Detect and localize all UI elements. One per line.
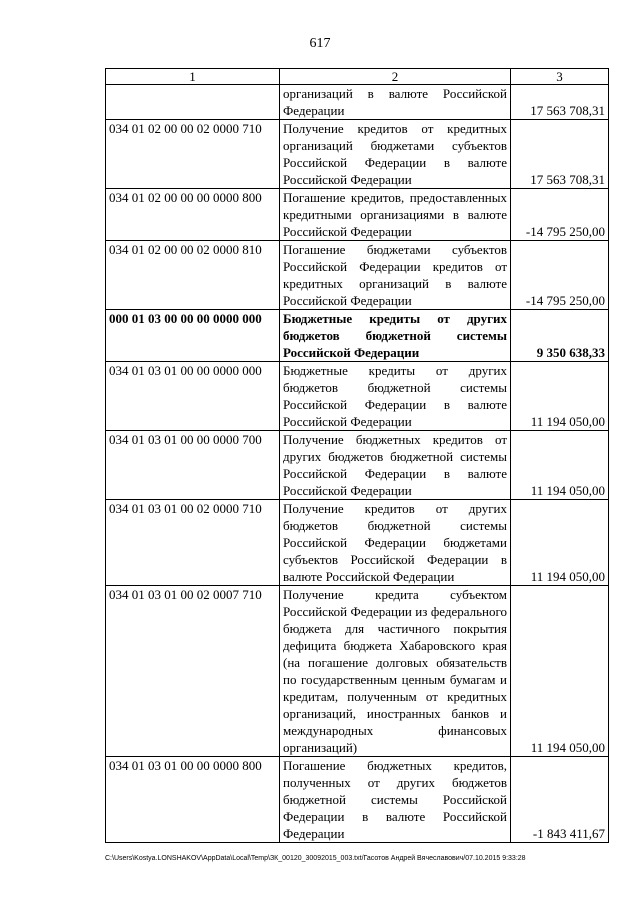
table-row	[106, 362, 609, 431]
table-header-row	[106, 69, 609, 85]
row-description: организаций в валюте Российской Федерации	[280, 85, 511, 120]
row-amount: 11 194 050,00	[511, 431, 609, 500]
row-amount: -14 795 250,00	[511, 189, 609, 241]
row-amount: 11 194 050,00	[511, 586, 609, 757]
row-code: 034 01 03 01 00 00 0000 700	[106, 431, 280, 500]
row-code: 034 01 02 00 00 00 0000 800	[106, 189, 280, 241]
row-amount: 11 194 050,00	[511, 500, 609, 586]
table-row	[106, 120, 609, 189]
row-code: 034 01 03 01 00 00 0000 800	[106, 757, 280, 843]
row-amount: 11 194 050,00	[511, 362, 609, 431]
page-number: 617	[309, 36, 331, 51]
row-code: 034 01 02 00 00 02 0000 810	[106, 241, 280, 310]
row-amount: -1 843 411,67	[511, 757, 609, 843]
column-header-3: 3	[511, 69, 609, 85]
row-amount: 9 350 638,33	[511, 310, 609, 362]
row-code: 034 01 03 01 00 00 0000 000	[106, 362, 280, 431]
row-description: Получение кредита субъектом Российской Федерации из федерального бюджета для частичного покрытия дефицита бюджета Хабаровского края (на погашение долговых обязательств по государственным ценным бумагам и кредитам, полученным от кредитных организаций, иностранных банков и международных финансовых организаций)	[280, 586, 511, 757]
table-row-total	[106, 310, 609, 362]
table-row	[106, 431, 609, 500]
file-path-footer: C:\Users\Kostya.LONSHAKOV\AppData\Local\Temp\ЗК_00120_30092015_003.txt/Гасотов Андрей Вячеславович/07.10.2015 9:33:28	[105, 855, 526, 862]
row-code: 000 01 03 00 00 00 0000 000	[106, 310, 280, 362]
row-description: Получение кредитов от кредитных организаций бюджетами субъектов Российской Федерации в валюте Российской Федерации	[280, 120, 511, 189]
row-description: Получение кредитов от других бюджетов бюджетной системы Российской Федерации бюджетами субъектов Российской Федерации в валюте Российской Федерации	[280, 500, 511, 586]
table-row	[106, 586, 609, 757]
column-header-1: 1	[106, 69, 280, 85]
row-amount: -14 795 250,00	[511, 241, 609, 310]
column-header-2: 2	[280, 69, 511, 85]
row-amount: 17 563 708,31	[511, 120, 609, 189]
row-code: 034 01 03 01 00 02 0007 710	[106, 586, 280, 757]
table-row	[106, 757, 609, 843]
table-row	[106, 241, 609, 310]
row-description: Погашение кредитов, предоставленных кредитными организациями в валюте Российской Федерации	[280, 189, 511, 241]
table-row	[106, 500, 609, 586]
row-amount: 17 563 708,31	[511, 85, 609, 120]
row-code: 034 01 02 00 00 02 0000 710	[106, 120, 280, 189]
budget-table	[105, 68, 609, 843]
row-description: Погашение бюджетами субъектов Российской Федерации кредитов от кредитных организаций в валюте Российской Федерации	[280, 241, 511, 310]
row-description: Бюджетные кредиты от других бюджетов бюджетной системы Российской Федерации	[280, 310, 511, 362]
row-code: 034 01 03 01 00 02 0000 710	[106, 500, 280, 586]
table-row	[106, 85, 609, 120]
row-description: Погашение бюджетных кредитов, полученных от других бюджетов бюджетной системы Российской Федерации в валюте Российской Федерации	[280, 757, 511, 843]
row-description: Бюджетные кредиты от других бюджетов бюджетной системы Российской Федерации в валюте Российской Федерации	[280, 362, 511, 431]
table-row	[106, 189, 609, 241]
row-code	[106, 85, 280, 120]
row-description: Получение бюджетных кредитов от других бюджетов бюджетной системы Российской Федерации в валюте Российской Федерации	[280, 431, 511, 500]
